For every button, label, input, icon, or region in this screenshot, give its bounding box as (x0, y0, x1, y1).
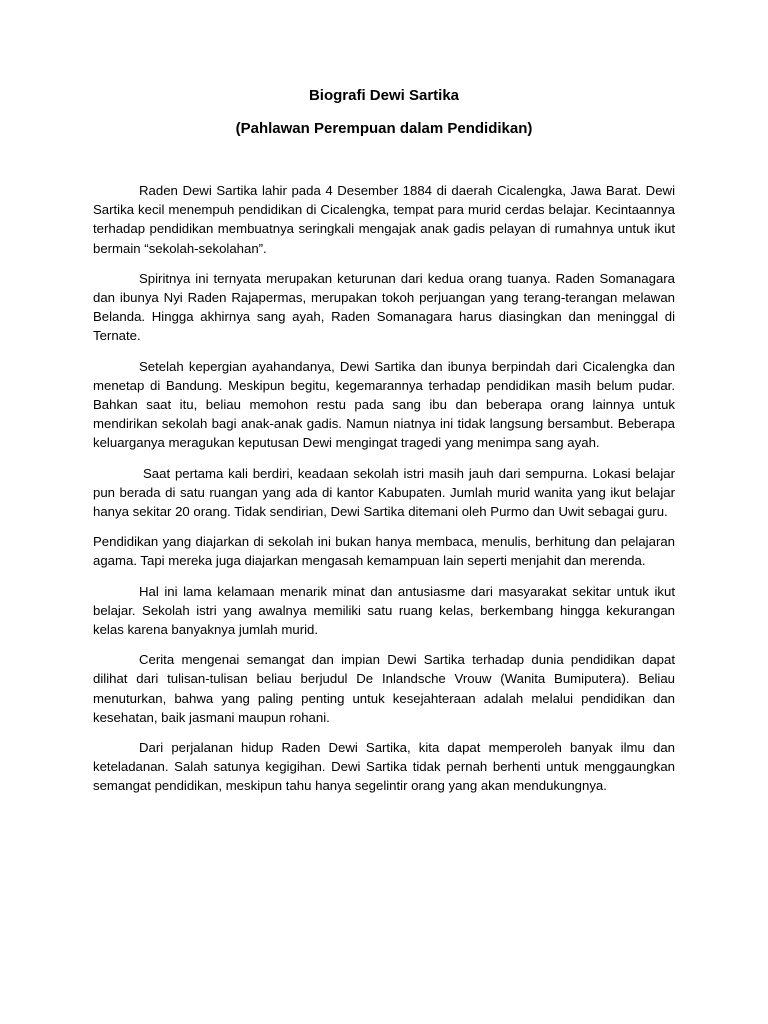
document-page (93, 86, 675, 807)
paragraph-3: Setelah kepergian ayahandanya, Dewi Sartika dan ibunya berpindah dari Cicalengka dan menetap di Bandung. Meskipun begitu, kegemarannya terhadap pendidikan masih belum pudar. Bahkan saat itu, beliau memohon restu pada sang ibu dan beberapa orang lainnya untuk mendirikan sekolah bagi anak-anak gadis. Namun niatnya ini tidak langsung bersambut. Beberapa keluarganya meragukan keputusan Dewi mengingat tragedi yang menimpa sang ayah. (93, 358, 675, 451)
document-subtitle: (Pahlawan Perempuan dalam Pendidikan) (235, 120, 533, 137)
paragraph-7: Cerita mengenai semangat dan impian Dewi Sartika terhadap dunia pendidikan dapat dilihat dari tulisan-tulisan beliau berjudul De Inlandsche Vrouw (Wanita Bumiputera). Beliau menuturkan, bahwa yang paling penting untuk kesejahteraan adalah melalui pendidikan dan kesehatan, baik jasmani maupun rohani. (93, 652, 675, 725)
paragraph-4: Saat pertama kali berdiri, keadaan sekolah istri masih jauh dari sempurna. Lokasi belajar pun berada di satu ruangan yang ada di kantor Kabupaten. Jumlah murid wanita yang ikut belajar hanya sekitar 20 orang. Tidak sendirian, Dewi Sartika ditemani oleh Purmo dan Uwit sebagai guru. (93, 465, 675, 520)
paragraph-1: Raden Dewi Sartika lahir pada 4 Desember 1884 di daerah Cicalengka, Jawa Barat. Dewi Sartika kecil menempuh pendidikan di Cicalengka, tempat para murid cerdas belajar. Kecintaannya terhadap pendidikan membuatnya seringkali mengajak anak gadis pelayan di rumahnya untuk ikut bermain “sekolah-sekolahan”. (93, 183, 675, 256)
paragraph-8: Dari perjalanan hidup Raden Dewi Sartika, kita dapat memperoleh banyak ilmu dan keteladanan. Salah satunya kegigihan. Dewi Sartika tidak pernah berhenti untuk menggaungkan semangat pendidikan, meskipun tahu hanya segelintir orang yang akan mendukungnya. (93, 740, 675, 794)
document-title: Biografi Dewi Sartika (308, 87, 460, 104)
paragraph-6: Hal ini lama kelamaan menarik minat dan antusiasme dari masyarakat sekitar untuk ikut belajar. Sekolah istri yang awalnya memiliki satu ruang kelas, berkembang hingga kekurangan kelas karena banyaknya jumlah murid. (93, 583, 675, 638)
paragraph-2: Spiritnya ini ternyata merupakan keturunan dari kedua orang tuanya. Raden Somanagara dan ibunya Nyi Raden Rajapermas, merupakan tokoh perjuangan yang terang-terangan melawan Belanda. Hingga akhirnya sang ayah, Raden Somanagara harus diasingkan dan meninggal di Ternate. (93, 270, 675, 344)
document-body (93, 181, 675, 796)
paragraph-5: Pendidikan yang diajarkan di sekolah ini bukan hanya membaca, menulis, berhitung dan pelajaran agama. Tapi mereka juga diajarkan mengasah kemampuan lain seperti menjahit dan merenda. (93, 534, 675, 569)
